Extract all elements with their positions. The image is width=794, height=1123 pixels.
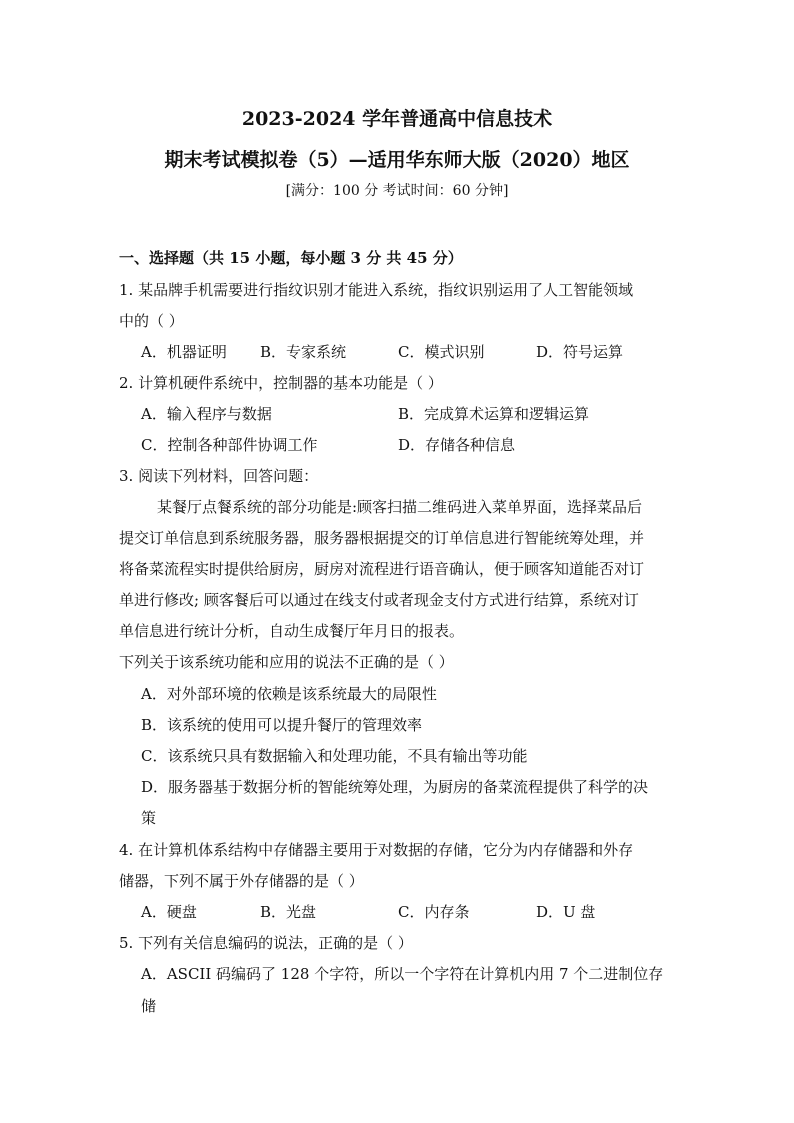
q1-option-c: C．模式识别 [398,343,485,361]
q3-material-line2: 提交订单信息到系统服务器，服务器根据提交的订单信息进行智能统筹处理，并 [119,529,645,547]
section-heading: 一、选择题（共 15 小题，每小题 3 分 共 45 分） [119,249,463,267]
q3-material-line5: 单信息进行统计分析，自动生成餐厅年月日的报表。 [119,622,465,640]
q1-stem-line2: 中的（ ） [119,312,184,330]
q3-stem-line1: 3. 阅读下列材料，回答问题： [119,467,319,485]
q2-option-d: D．存储各种信息 [398,436,516,454]
q1-option-a: A．机器证明 [141,343,227,361]
q4-option-c: C．内存条 [398,903,470,921]
exam-title-line1: 2023-2024 学年普通高中信息技术 [241,108,553,130]
q1-stem-line1: 1. 某品牌手机需要进行指纹识别才能进入系统，指纹识别运用了人工智能领域 [119,281,634,299]
q4-option-a: A．硬盘 [141,903,197,921]
exam-info: [满分：100 分 考试时间：60 分钟] [285,183,509,199]
q3-material-line1: 某餐厅点餐系统的部分功能是:顾客扫描二维码进入菜单界面，选择菜品后 [157,498,643,516]
q2-stem-line1: 2. 计算机硬件系统中，控制器的基本功能是（ ） [119,374,443,392]
q2-option-c: C．控制各种部件协调工作 [141,436,318,454]
q3-material-line3: 将备菜流程实时提供给厨房，厨房对流程进行语音确认，便于顾客知道能否对订 [119,560,645,578]
q3-option-a: A．对外部环境的依赖是该系统最大的局限性 [141,685,437,703]
q4-option-b: B．光盘 [260,903,317,921]
q4-stem-line1: 4. 在计算机体系结构中存储器主要用于对数据的存储，它分为内存储器和外存 [119,841,634,859]
q2-option-b: B．完成算术运算和逻辑运算 [398,405,590,423]
q3-material-line4: 单进行修改; 顾客餐后可以通过在线支付或者现金支付方式进行结算，系统对订 [119,591,639,609]
q3-option-c: C．该系统只具有数据输入和处理功能，不具有输出等功能 [141,747,528,765]
q2-option-a: A．输入程序与数据 [141,405,272,423]
q5-option-a-line2: 储 [141,997,157,1015]
q1-option-d: D．符号运算 [536,343,624,361]
exam-title-line2: 期末考试模拟卷（5）—适用华东师大版（2020）地区 [164,149,630,171]
q4-stem-line2: 储器，下列不属于外存储器的是（ ） [119,872,364,890]
q3-option-b: B．该系统的使用可以提升餐厅的管理效率 [141,716,423,734]
q5-option-a-line1: A．ASCII 码编码了 128 个字符，所以一个字符在计算机内用 7 个二进制位存 [141,965,664,983]
q1-option-b: B．专家系统 [260,343,347,361]
q3-option-d-continued: 策 [141,809,157,827]
q5-stem-line1: 5. 下列有关信息编码的说法，正确的是（ ） [119,934,413,952]
q3-question: 下列关于该系统功能和应用的说法不正确的是（ ） [119,653,454,671]
q4-option-d: D．U 盘 [536,903,596,921]
q3-option-d: D．服务器基于数据分析的智能统筹处理，为厨房的备菜流程提供了科学的决 [141,778,649,796]
